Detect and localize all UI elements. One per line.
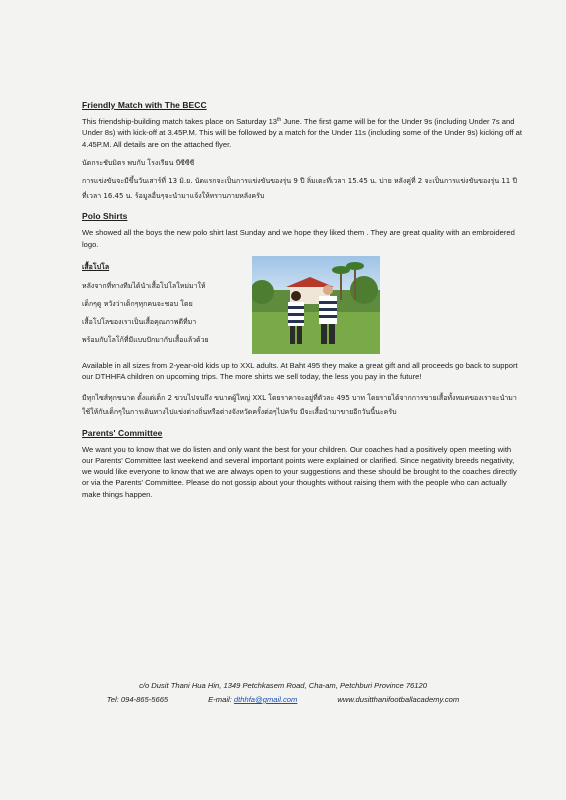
shirt-stripe <box>288 306 304 309</box>
polo-sizes-thai-text: มีทุกไซส์ทุกขนาด ตั้งแต่เด็ก 2 ขวบไปจนถึง ขนาดผู้ใหญ่ XXL โดยราคาจะอยู่ที่ตัวละ 495 บาท โดยรายได้จากการขายเสื้อทั้งหมดของเราจะนำมาใช้ให้กับเด็กๆในการเดินทางไปแข่งต่างถิ่นหรือต่างจังหวัดครั้งต่อๆไปครับ มีจะเสื้อนำมาขายอีกวันนี้นะครับ <box>82 393 517 417</box>
polo-shirts-intro: We showed all the boys the new polo shirt last Sunday and we hope they liked them . They are great quality with an embroidered logo. <box>82 228 515 249</box>
lawn <box>252 312 380 354</box>
palm-trunk <box>354 266 356 300</box>
shirt-stripe <box>288 320 304 323</box>
friendly-match-thai-title: นัดกระชับมิตร พบกับ โรงเรียน บีซีซีซี <box>82 158 195 167</box>
polo-photo-illustration <box>252 256 380 354</box>
polo-thai-heading: เสื้อโปโล <box>82 262 110 271</box>
person-head <box>291 291 301 301</box>
polo-thai-line: พร้อมกับโลโก้ที่มีแบบปักมากับเสื้อแล้วด้วย <box>82 336 209 345</box>
parents-committee-heading: Parents' Committee <box>82 427 163 438</box>
footer-email-group: E-mail: dthhfa@gmail.com <box>208 695 298 704</box>
polo-thai-line: หลังจากที่ทางทีมได้นำเสื้อโปโลใหม่มาให้ <box>82 282 206 291</box>
polo-shirt-photo <box>252 256 380 354</box>
shirt-stripe <box>319 301 337 304</box>
person-head <box>323 285 333 295</box>
polo-thai-line: เด็กๆดู หวังว่าเด็กๆทุกคนจะชอบ โดย <box>82 300 193 309</box>
palm-trunk <box>340 270 342 300</box>
person-leg <box>329 324 335 344</box>
polo-sizes-text: Available in all sizes from 2-year-old kids up to XXL adults. At Baht 495 they make a great gift and all proceeds go back to support our DTHHFA children on upcoming trips. The more shirts we sell today, the less you pay in the future! <box>82 360 518 382</box>
friendly-match-text: This friendship-building match takes place on Saturday 13th June. The first game will be for the Under 9s (including Under 7s and Under 8s) with kick-off at 3.45P.M. This will be followed by a match for the Under 11s (including some of the Under 9s) kicking off at 4.45P.M. All details are on the attached flyer. <box>82 117 522 149</box>
shirt-stripe <box>288 313 304 316</box>
footer-address: c/o Dusit Thani Hua Hin, 1349 Petchkasem Road, Cha-am, Petchburi Province 76120 <box>139 681 427 690</box>
person-leg <box>321 324 327 344</box>
palm-leaves <box>346 262 364 270</box>
footer-contact-row <box>0 695 566 704</box>
shirt-stripe <box>319 315 337 318</box>
friendly-match-thai-text: การแข่งขันจะมีขึ้นวันเสาร์ที่ 13 มิ.ย. นัดแรกจะเป็นการแข่งขันของรุ่น 9 ปี ลิ่มเตะที่เวลา 15.45 น. บ่าย หลังคู่ที่ 2 จะเป็นการแข่งขันของรุ่น 11 ปี ที่เวลา 16.45 น. ร้อมูลอื่นๆจะนำมาแจ้งให้ทราบภายหลังครับ <box>82 177 517 200</box>
person-leg <box>290 326 295 344</box>
shirt-stripe <box>319 308 337 311</box>
parents-committee-text: We want you to know that we do listen and only want the best for your children. Our coaches had a positively open meeting with our Parents' Committee last weekend and several important points were explained or clarified. Since negativity breeds negativity, we would like everyone to know that we are always open to your suggestions and these should be brought to the coaches directly or via the Parents' Committee. Please do not gossip about your thoughts without raising them with the people who can actually make things happen. <box>82 444 517 499</box>
footer-tel: Tel: 094-865-5665 <box>106 695 169 704</box>
footer <box>0 681 566 704</box>
friendly-match-heading: Friendly Match with The BECC <box>82 100 207 110</box>
footer-email-link[interactable]: dthhfa@gmail.com <box>233 695 298 704</box>
polo-thai-line: เสื้อโปโลของเราเป็นเสื้อคุณภาพดีที่มา <box>82 318 197 327</box>
person-leg <box>297 326 302 344</box>
polo-shirts-heading: Polo Shirts <box>82 211 128 222</box>
polo-thai-block <box>82 252 242 350</box>
footer-website[interactable]: www.dusitthanifootballacademy.com <box>337 695 460 704</box>
newsletter-content <box>82 100 522 500</box>
